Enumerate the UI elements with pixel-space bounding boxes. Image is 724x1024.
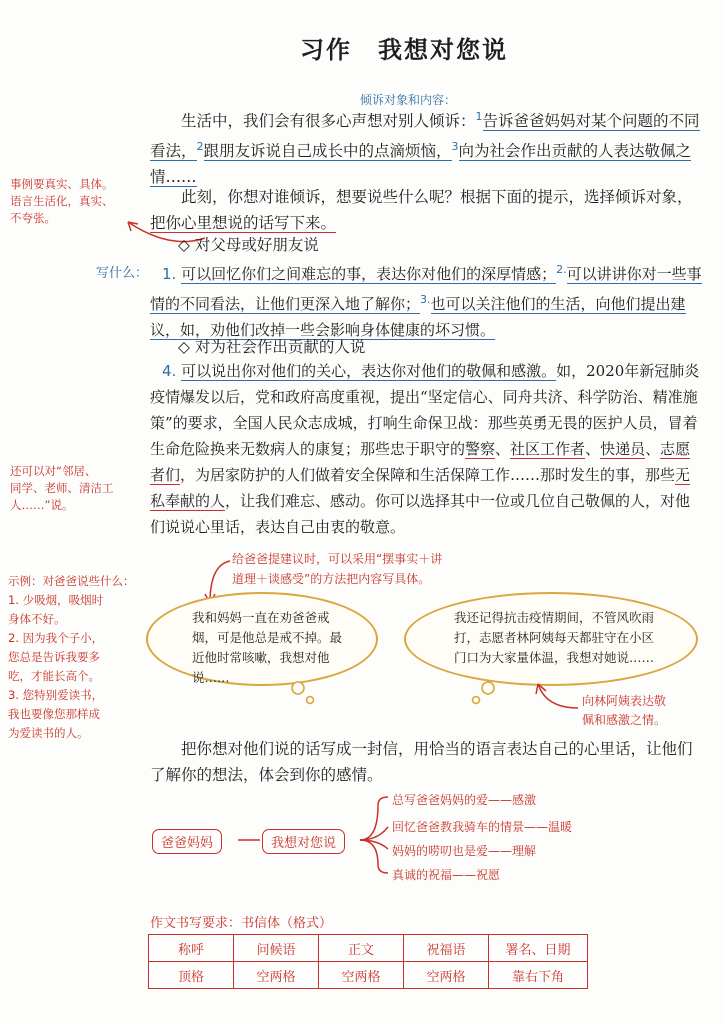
mindmap-branch-2: 回忆爸爸教我骑车的情景——温暖 — [392, 820, 573, 834]
requirements-value-row — [149, 962, 588, 989]
intro-underlined-1: 告诉爸爸妈妈对某个问题的不同看法， — [150, 112, 700, 161]
page-title — [300, 30, 508, 65]
example-line: 您总是告诉我要多 — [8, 650, 100, 664]
example-line: 3. 您特别爱读书， — [8, 688, 104, 702]
intro-underlined-3: 向为社会作出贡献的人表达敬佩之情…… — [150, 142, 692, 187]
example-line: 我也要像您那样成 — [8, 707, 100, 721]
example-line: 为爱读书的人。 — [8, 726, 89, 740]
highlight-courier: 快递员 — [600, 440, 646, 458]
suggest-line: 道理＋谈感受”的方法把内容写具体。 — [232, 572, 431, 586]
table-header: 祝福语 — [404, 935, 489, 962]
marker-1: 1 — [475, 110, 483, 123]
marker-3: 3 — [451, 140, 459, 154]
table-cell: 顶格 — [149, 962, 234, 989]
item-number-2: 2. — [556, 263, 567, 276]
example-line: 吃，才能长高个。 — [8, 669, 100, 683]
right-note-arrow — [526, 680, 586, 720]
note-what-label: 写什么： — [96, 266, 149, 281]
section2-text-f: ，让我们难忘、感动。你可以选择其中一位或几位自己敬佩的人，对他们说说心里话，表达自己由衷的敬意。 — [150, 492, 691, 536]
mindmap-branch-4: 真诚的祝福——祝愿 — [392, 868, 501, 882]
section2-body — [150, 358, 702, 540]
highlight-selfless: 无私奉献的人 — [150, 466, 691, 510]
example-line: 2. 因为我个子小， — [8, 631, 104, 645]
section1-item-2: 可以讲讲你对一些事情的不同看法，让他们更深入地了解你； — [150, 265, 702, 313]
table-header: 署名、日期 — [489, 935, 588, 962]
title-left: 习作 — [300, 35, 352, 64]
punct: 、 — [495, 440, 511, 458]
note-line: 人……”说。 — [10, 498, 74, 512]
section2-item-4: 可以说出你对他们的关心，表达你对他们的敬佩和感激。 — [181, 362, 557, 380]
marker-2: 2 — [196, 140, 204, 154]
mindmap-branch-1: 总写爸爸妈妈的爱——感激 — [392, 793, 537, 807]
note-line: 同学、老师、清洁工 — [10, 481, 114, 495]
example-title: 示例：对爸爸说些什么： — [8, 574, 135, 588]
section1-item-3: 也可以关注他们的生活，向他们提出建议，如，劝他们改掉一些会影响身体健康的坏习惯。 — [150, 295, 686, 339]
requirements-table — [148, 934, 588, 989]
table-cell: 空两格 — [319, 962, 404, 989]
bubble-tail-left — [270, 676, 330, 706]
suggestion-note — [232, 549, 562, 589]
note-line: 语言生活化，真实、 — [10, 194, 114, 208]
table-cell: 空两格 — [404, 962, 489, 989]
section1-body — [150, 257, 702, 343]
right-note-line: 向林阿姨表达敬 — [582, 694, 667, 708]
highlight-volunteers: 志愿者们 — [150, 440, 691, 484]
section2-heading: ◇ 对为社会作出贡献的人说 — [178, 338, 366, 356]
mindmap-branch-3: 妈妈的唠叨也是爱——理解 — [392, 844, 537, 858]
intro-paragraph-2 — [150, 184, 702, 236]
item-number-1: 1. — [162, 265, 177, 283]
table-cell: 空两格 — [234, 962, 319, 989]
item-number-4: 4. — [162, 362, 177, 380]
bubble-tail-right — [460, 676, 520, 706]
requirements-header-row — [149, 935, 588, 962]
note-left-2 — [10, 463, 150, 514]
table-header: 正文 — [319, 935, 404, 962]
table-header: 问候语 — [234, 935, 319, 962]
intro-text: 生活中，我们会有很多心声想对别人倾诉： — [181, 112, 476, 131]
table-cell: 靠右下角 — [489, 962, 588, 989]
punct: 、 — [645, 440, 661, 458]
title-right: 我想对您说 — [378, 35, 508, 64]
table-header: 称呼 — [149, 935, 234, 962]
punct: 、 — [585, 440, 601, 458]
highlight-police: 警察 — [465, 440, 496, 458]
note-top-label: 倾诉对象和内容： — [360, 93, 457, 107]
highlight-community: 社区工作者 — [510, 440, 586, 458]
section1-item-1: 可以回忆你们之间难忘的事，表达你对他们的深厚情感； — [181, 265, 557, 283]
suggest-line: 给爸爸提建议时，可以采用“摆事实＋讲 — [232, 552, 443, 566]
section1-heading: ◇ 对父母或好朋友说 — [178, 236, 319, 254]
example-line: 身体不好。 — [8, 612, 66, 626]
note-line: 不夸张。 — [10, 211, 56, 225]
right-note — [582, 692, 666, 730]
right-note-line: 佩和感激之情。 — [582, 713, 667, 727]
note-line: 还可以对“邻居、 — [10, 464, 97, 478]
intro-underlined-2: 跟朋友诉说自己成长中的点滴烦恼， — [203, 142, 452, 161]
speech-bubble-left: 我和妈妈一直在劝爸爸戒烟，可是他总是戒不掉。最近他时常咳嗽，我想对他说…… — [146, 592, 378, 686]
speech-bubble-right: 我还记得抗击疫情期间，不管风吹雨打，志愿者林阿姨每天都驻守在小区门口为大家量体温，我想对她说…… — [404, 592, 698, 686]
example-line: 1. 少吸烟，吸烟时 — [8, 593, 104, 607]
intro-paragraph-1 — [150, 104, 702, 190]
section2-text-a: 如，2020年新冠肺炎疫情爆发以后，党和政府高度重视，提出“坚定信心、同舟共济、科学防治、精准施策”的要求，全国人民众志成城，打响生命保卫战：那些英勇无畏的医护人员，冒着生命危险换来无数病人的康复；那些忠于职守的 — [150, 362, 700, 458]
note-line: 事例要真实、具体。 — [10, 177, 114, 191]
closing-paragraph: 把你想对他们说的话写成一封信，用恰当的语言表达自己的心里话，让他们了解你的想法，体会到你的感情。 — [150, 740, 693, 784]
section2-text-e: ，为居家防护的人们做着安全保障和生活保障工作……那时发生的事，那些 — [180, 466, 676, 484]
example-note — [8, 572, 158, 743]
intro-underlined-red: 把你心里想说的话写下来。 — [150, 214, 337, 232]
mindmap-root: 爸爸妈妈 — [152, 829, 222, 854]
item-number-3: 3. — [420, 293, 431, 306]
intro-text-2: 此刻，你想对谁倾诉，想要说些什么呢？根据下面的提示，选择倾诉对象， — [181, 188, 693, 206]
mindmap-center: 我想对您说 — [262, 829, 345, 854]
requirements-title: 作文书写要求：书信体（格式） — [150, 916, 333, 931]
